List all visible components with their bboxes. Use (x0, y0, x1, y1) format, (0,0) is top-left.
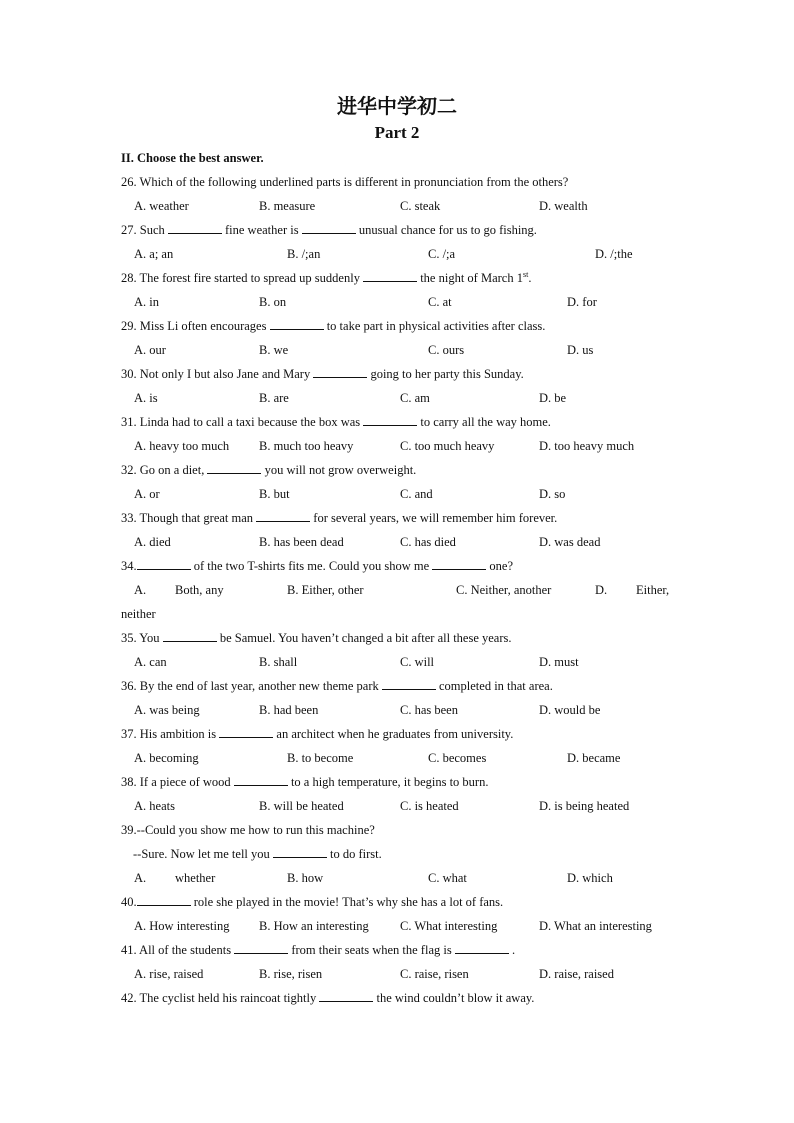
answer-blank[interactable] (313, 365, 367, 378)
option-39-a-letter[interactable]: A. (134, 871, 147, 885)
option-35-a[interactable]: A. can (134, 655, 167, 669)
question-41: 41. All of the students from their seats when the flag is . (121, 943, 516, 957)
option-34-b[interactable]: B. Either, other (287, 583, 364, 597)
question-42: 42. The cyclist held his raincoat tightly the wind couldn’t blow it away. (121, 991, 535, 1005)
question-30: 30. Not only I but also Jane and Mary going to her party this Sunday. (121, 367, 524, 381)
option-35-c[interactable]: C. will (400, 655, 435, 669)
option-28-a[interactable]: A. in (134, 295, 159, 309)
option-34-d-letter[interactable]: D. (595, 583, 608, 597)
option-30-a[interactable]: A. is (134, 391, 158, 405)
option-34-d-text[interactable]: Either, (636, 583, 670, 597)
option-33-a[interactable]: A. died (134, 535, 171, 549)
option-37-b[interactable]: B. to become (287, 751, 354, 765)
option-32-a[interactable]: A. or (134, 487, 160, 501)
answer-blank[interactable] (319, 989, 373, 1002)
option-30-c[interactable]: C. am (400, 391, 430, 405)
option-33-c[interactable]: C. has died (400, 535, 456, 549)
question-26: 26. Which of the following underlined parts is different in pronunciation from the others? (121, 175, 569, 189)
option-29-b[interactable]: B. we (259, 343, 289, 357)
option-27-d[interactable]: D. /;the (595, 247, 633, 261)
page-title: 进华中学初二 (337, 94, 457, 118)
option-38-a[interactable]: A. heats (134, 799, 175, 813)
option-39-c[interactable]: C. what (428, 871, 467, 885)
answer-blank[interactable] (256, 509, 310, 522)
option-37-d[interactable]: D. became (567, 751, 621, 765)
question-35: 35. You be Samuel. You haven’t changed a bit after all these years. (121, 631, 512, 645)
option-36-b[interactable]: B. had been (259, 703, 319, 717)
option-41-b[interactable]: B. rise, risen (259, 967, 323, 981)
answer-blank[interactable] (163, 629, 217, 642)
option-31-c[interactable]: C. too much heavy (400, 439, 495, 453)
answer-blank[interactable] (207, 461, 261, 474)
option-30-b[interactable]: B. are (259, 391, 289, 405)
option-32-c[interactable]: C. and (400, 487, 433, 501)
option-39-b[interactable]: B. how (287, 871, 324, 885)
option-30-d[interactable]: D. be (539, 391, 567, 405)
answer-blank[interactable] (273, 845, 327, 858)
page-subtitle: Part 2 (374, 123, 420, 142)
answer-blank[interactable] (455, 941, 509, 954)
answer-blank[interactable] (363, 413, 417, 426)
option-41-d[interactable]: D. raise, raised (539, 967, 614, 981)
option-33-d[interactable]: D. was dead (539, 535, 601, 549)
option-37-c[interactable]: C. becomes (428, 751, 487, 765)
option-40-c[interactable]: C. What interesting (400, 919, 498, 933)
question-28: 28. The forest fire started to spread up suddenly the night of March 1st. (121, 269, 532, 285)
question-29: 29. Miss Li often encourages to take part in physical activities after class. (121, 319, 546, 333)
option-32-d[interactable]: D. so (539, 487, 566, 501)
answer-blank[interactable] (302, 221, 356, 234)
option-39-a-text[interactable]: whether (175, 871, 216, 885)
option-26-b[interactable]: B. measure (259, 199, 316, 213)
option-34-c[interactable]: C. Neither, another (456, 583, 552, 597)
option-41-a[interactable]: A. rise, raised (134, 967, 204, 981)
answer-blank[interactable] (234, 773, 288, 786)
option-41-c[interactable]: C. raise, risen (400, 967, 469, 981)
option-28-b[interactable]: B. on (259, 295, 287, 309)
option-36-d[interactable]: D. would be (539, 703, 601, 717)
option-40-a[interactable]: A. How interesting (134, 919, 230, 933)
option-27-c[interactable]: C. /;a (428, 247, 456, 261)
option-26-c[interactable]: C. steak (400, 199, 441, 213)
option-26-a[interactable]: A. weather (134, 199, 189, 213)
option-29-c[interactable]: C. ours (428, 343, 465, 357)
question-39-line2: --Sure. Now let me tell you to do first. (133, 847, 382, 861)
option-35-d[interactable]: D. must (539, 655, 579, 669)
question-27: 27. Such fine weather is unusual chance for us to go fishing. (121, 223, 537, 237)
option-36-a[interactable]: A. was being (134, 703, 200, 717)
option-29-d[interactable]: D. us (567, 343, 594, 357)
option-31-b[interactable]: B. much too heavy (259, 439, 354, 453)
option-40-d[interactable]: D. What an interesting (539, 919, 652, 933)
option-31-a[interactable]: A. heavy too much (134, 439, 230, 453)
option-31-d[interactable]: D. too heavy much (539, 439, 635, 453)
question-38: 38. If a piece of wood to a high temperature, it begins to burn. (121, 775, 489, 789)
option-32-b[interactable]: B. but (259, 487, 290, 501)
question-32: 32. Go on a diet, you will not grow overweight. (121, 463, 417, 477)
question-39: 39.--Could you show me how to run this machine? (121, 823, 375, 837)
option-36-c[interactable]: C. has been (400, 703, 458, 717)
option-27-a[interactable]: A. a; an (134, 247, 174, 261)
answer-blank[interactable] (234, 941, 288, 954)
answer-blank[interactable] (168, 221, 222, 234)
option-38-d[interactable]: D. is being heated (539, 799, 630, 813)
question-31: 31. Linda had to call a taxi because the box was to carry all the way home. (121, 415, 551, 429)
option-26-d[interactable]: D. wealth (539, 199, 588, 213)
option-34-d-wrap: neither (121, 607, 156, 621)
answer-blank[interactable] (137, 893, 191, 906)
answer-blank[interactable] (219, 725, 273, 738)
answer-blank[interactable] (382, 677, 436, 690)
option-28-d[interactable]: D. for (567, 295, 597, 309)
question-34: 34. of the two T-shirts fits me. Could you show me one? (121, 559, 514, 573)
option-34-a-letter[interactable]: A. (134, 583, 147, 597)
option-29-a[interactable]: A. our (134, 343, 166, 357)
option-35-b[interactable]: B. shall (259, 655, 298, 669)
answer-blank[interactable] (137, 557, 191, 570)
option-34-a-text[interactable]: Both, any (175, 583, 224, 597)
option-38-c[interactable]: C. is heated (400, 799, 459, 813)
option-27-b[interactable]: B. /;an (287, 247, 321, 261)
question-33: 33. Though that great man for several years, we will remember him forever. (121, 511, 558, 525)
option-33-b[interactable]: B. has been dead (259, 535, 344, 549)
option-37-a[interactable]: A. becoming (134, 751, 199, 765)
option-38-b[interactable]: B. will be heated (259, 799, 344, 813)
option-39-d[interactable]: D. which (567, 871, 613, 885)
answer-blank[interactable] (432, 557, 486, 570)
section-heading: II. Choose the best answer. (121, 151, 264, 165)
answer-blank[interactable] (363, 269, 417, 282)
answer-blank[interactable] (270, 317, 324, 330)
option-40-b[interactable]: B. How an interesting (259, 919, 369, 933)
option-28-c[interactable]: C. at (428, 295, 452, 309)
question-40: 40. role she played in the movie! That’s why she has a lot of fans. (121, 895, 504, 909)
question-37: 37. His ambition is an architect when he graduates from university. (121, 727, 514, 741)
question-36: 36. By the end of last year, another new theme park completed in that area. (121, 679, 553, 693)
